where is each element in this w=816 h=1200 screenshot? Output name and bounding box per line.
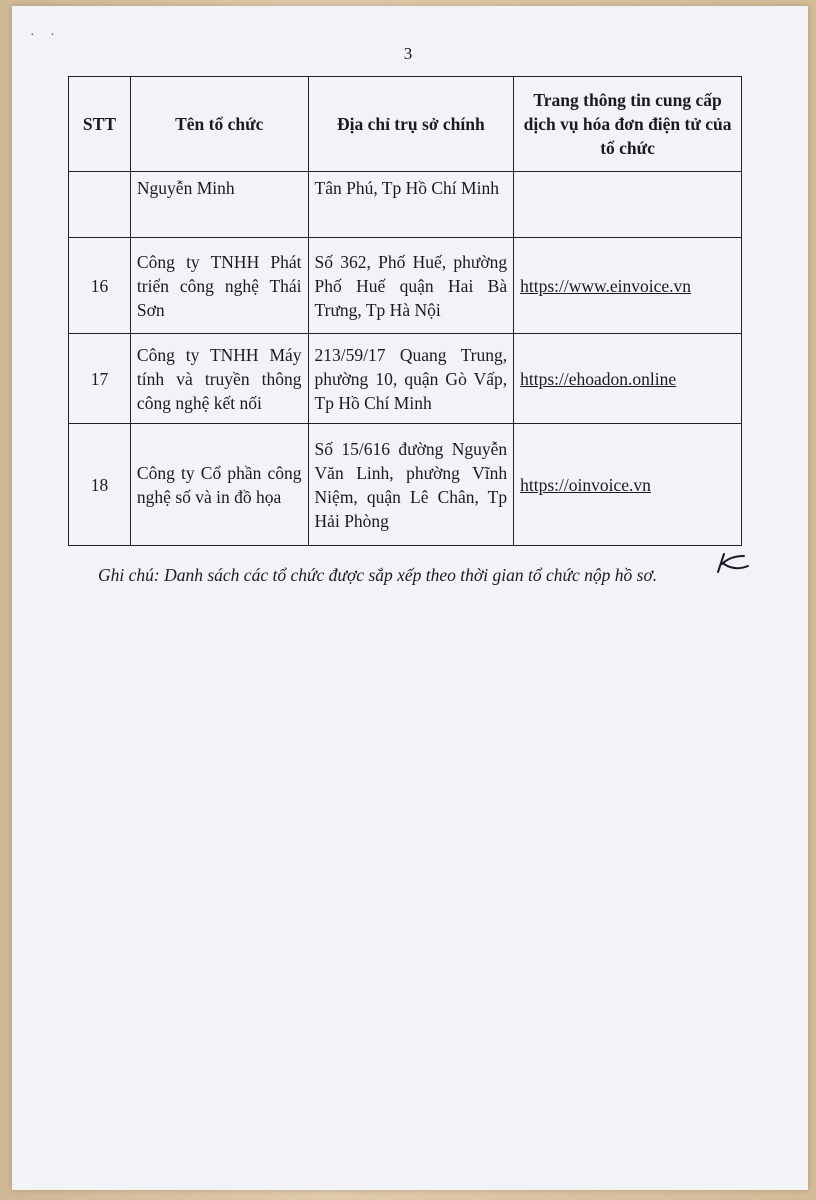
cell-website <box>514 334 742 424</box>
header-stt: STT <box>69 77 131 172</box>
table-row <box>69 238 742 334</box>
cell-stt: 18 <box>69 424 131 546</box>
cell-org-name: Nguyễn Minh <box>130 172 308 238</box>
cell-website <box>514 424 742 546</box>
table-header-row <box>69 77 742 172</box>
cell-address: Số 15/616 đường Nguyễn Văn Linh, phường Vĩnh Niệm, quận Lê Chân, Tp Hải Phòng <box>308 424 514 546</box>
website-link[interactable]: https://ehoadon.online <box>520 368 677 389</box>
cell-org-name: Công ty TNHH Phát triển công nghệ Thái Sơn <box>130 238 308 334</box>
website-link[interactable]: https://www.einvoice.vn <box>520 275 692 296</box>
table-row <box>69 172 742 238</box>
cell-org-name: Công ty Cổ phần công nghệ số và in đồ họa <box>130 424 308 546</box>
cell-address: Tân Phú, Tp Hồ Chí Minh <box>308 172 514 238</box>
header-org-name: Tên tổ chức <box>130 77 308 172</box>
handwritten-initial-mark <box>714 550 754 576</box>
website-link[interactable]: https://oinvoice.vn <box>520 474 651 495</box>
paper-specks: · · <box>30 28 61 43</box>
table-note: Ghi chú: Danh sách các tổ chức được sắp xếp theo thời gian tổ chức nộp hồ sơ. <box>98 565 658 585</box>
cell-website <box>514 172 742 238</box>
cell-stt <box>69 172 131 238</box>
header-address: Địa chỉ trụ sở chính <box>308 77 514 172</box>
cell-address: Số 362, Phố Huế, phường Phố Huế quận Hai Bà Trưng, Tp Hà Nội <box>308 238 514 334</box>
organization-table <box>68 76 742 546</box>
cell-address: 213/59/17 Quang Trung, phường 10, quận Gò Vấp, Tp Hồ Chí Minh <box>308 334 514 424</box>
cell-stt: 17 <box>69 334 131 424</box>
table-row <box>69 334 742 424</box>
cell-org-name: Công ty TNHH Máy tính và truyền thông công nghệ kết nối <box>130 334 308 424</box>
cell-stt: 16 <box>69 238 131 334</box>
page-number: 3 <box>403 44 413 63</box>
cell-website <box>514 238 742 334</box>
table-row <box>69 424 742 546</box>
header-website: Trang thông tin cung cấp dịch vụ hóa đơn điện tử của tổ chức <box>514 77 742 172</box>
